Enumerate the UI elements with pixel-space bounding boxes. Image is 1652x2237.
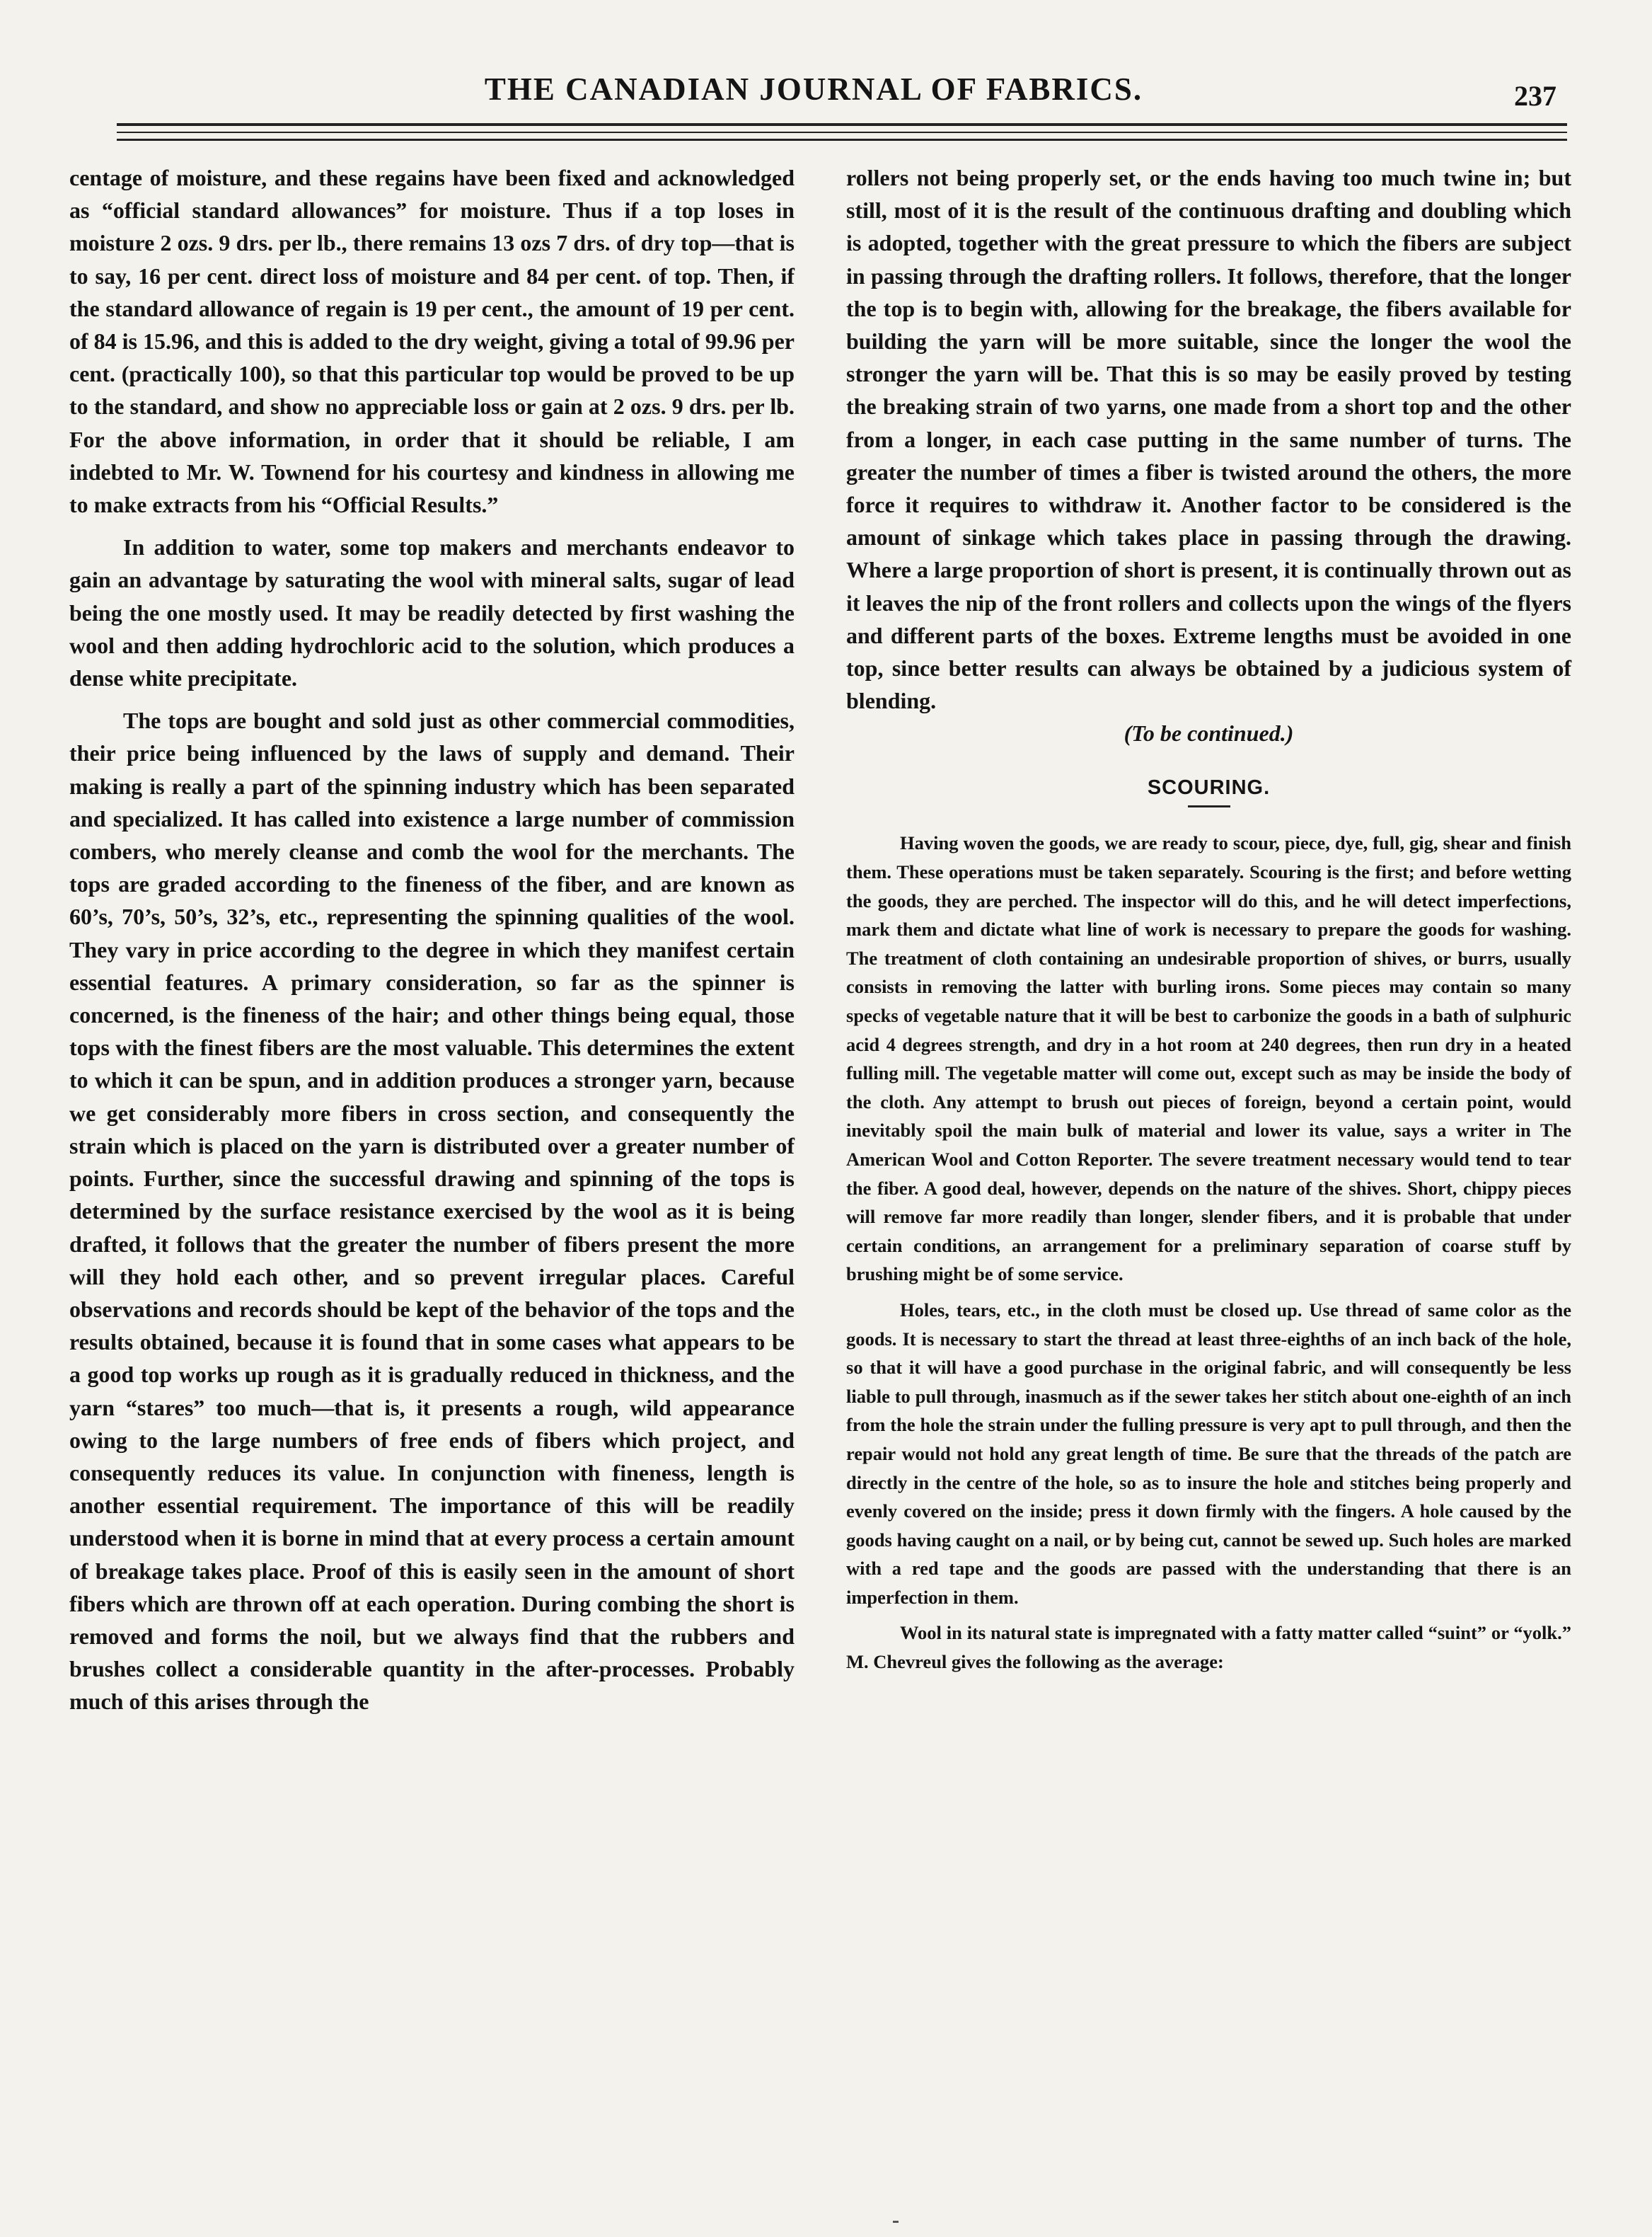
paragraph-holes-tears: Holes, tears, etc., in the cloth must be closed up. Use thread of same color as the goods. It is necessary to start the thread at least three-eighths of an inch back of the hole, so that it will have a good purchase in the original fabric, and will consequently be less liable to pull through, inasmuch as if the sewer takes her stitch about one-eighth of an inch from the hole the strain under the fulling pressure is very apt to pull through, and then the repair would not hold any great length of time. Be sure that the threads of the patch are directly in the centre of the hole, so as to insure the hole and stitches being properly and evenly covered on the inside; press it down firmly with the fingers. A hole caused by the goods having caught on a nail, or by being cut, cannot be sewed up. Such holes are marked with a red tape and the goods are passed with the understanding that there is an imperfection in them. bbox=[846, 1299, 1571, 1608]
journal-title: THE CANADIAN JOURNAL OF FABRICS. bbox=[484, 71, 1143, 107]
heading-rule bbox=[1188, 805, 1230, 807]
paragraph-rollers: rollers not being properly set, or the ends having too much twine in; but still, most of it is the result of the continuous drafting and doubling which is adopted, together with the great pressure to which the fibers are subject in passing through the drafting rollers. It follows, therefore, that the longer the top is to begin with, allowing for the breakage, the fibers available for building the yarn will be more suitable, since the longer the wool the stronger the yarn will be. That this is so may be easily proved by testing the breaking strain of two yarns, one made from a short top and the other from a longer, in each case putting in the same number of turns. The greater the number of times a fiber is twisted around the others, the more force it requires to withdraw it. Another factor to be considered is the amount of sinkage which takes place in passing through the drawing. Where a large proportion of short is present, it is continually thrown out as it leaves the nip of the front rollers and collects upon the wings of the flyers and different parts of the boxes. Extreme lengths must be avoided in one top, since better results can always be obtained by a judicious system of blending. bbox=[846, 165, 1571, 714]
header-rule bbox=[117, 132, 1567, 133]
left-column bbox=[69, 161, 795, 1718]
paragraph-suint: Wool in its natural state is impregnated with a fatty matter called “suint” or “yolk.” M. Chevreul gives the following as the average: bbox=[846, 1622, 1571, 1673]
continued-note: (To be continued.) bbox=[1124, 720, 1294, 747]
paragraph-mineral-salts: In addition to water, some top makers and merchants endeavor to gain an advantage by saturating the wool with mineral salts, sugar of lead being the one mostly used. It may be readily detected by first washing the wool and then adding hydrochloric acid to the solution, which produces a dense white precipitate. bbox=[69, 534, 795, 691]
right-column bbox=[846, 161, 1571, 1677]
header-rule bbox=[117, 123, 1567, 126]
paragraph-tops-trade: The tops are bought and sold just as other commercial commodities, their price being influenced by the laws of supply and demand. Their making is really a part of the spinning industry which has been separated and specialized. It has called into existence a large number of commission combers, who merely cleanse and comb the wool for the merchants. The tops are graded according to the fineness of the fiber, and are known as 60’s, 70’s, 50’s, 32’s, etc., representing the spinning qualities of the wool. They vary in price according to the degree in which they manifest certain essential features. A primary consideration, so far as the spinner is concerned, is the fineness of the hair; and other things being equal, those tops with the finest fibers are the most valuable. This determines the extent to which it can be spun, and in addition produces a stronger yarn, because we get considerably more fibers in cross section, and consequently the strain which is placed on the yarn is distributed over a greater number of points. Further, since the successful drawing and spinning of the tops is determined by the surface resistance exercised by the wool as it is being drafted, it follows that the greater the number of fibers present the more will they hold each other, and so prevent irregular places. Careful observations and records should be kept of the behavior of the tops and the results obtained, because it is found that in some cases what appears to be a good top works up rough as it is gradually reduced in thickness, and the yarn “stares” too much—that is, it presents a rough, wild appearance owing to the large numbers of free ends of fibers which project, and consequently reduces its value. In conjunction with fineness, length is another essential requirement. The importance of this will be readily understood when it is borne in mind that at every process a certain amount of breakage takes place. Proof of this is easily seen in the amount of short fibers which are thrown off at each operation. During combing the short is removed and forms the noil, but we always find that the rubbers and brushes collect a considerable quantity in the after-processes. Probably much of this arises through the bbox=[69, 708, 795, 1715]
header-rule bbox=[117, 139, 1567, 141]
page-mark bbox=[893, 2221, 899, 2223]
paragraph-moisture-regain: centage of moisture, and these regains have been fixed and acknowledged as “official standard allowances” for moisture. Thus if a top loses in moisture 2 ozs. 9 drs. per lb., there remains 13 ozs 7 drs. of dry top—that is to say, 16 per cent. direct loss of moisture and 84 per cent. of top. Then, if the standard allowance of regain is 19 per cent., the amount of 19 per cent. of 84 is 15.96, and this is added to the dry weight, giving a total of 99.96 per cent. (practically 100), so that this particular top would be proved to be up to the standard, and show no appreciable loss or gain at 2 ozs. 9 drs. per lb. For the above information, in order that it should be reliable, I am indebted to Mr. W. Townend for his courtesy and kindness in allowing me to make extracts from his “Official Results.” bbox=[69, 165, 795, 518]
section-heading-scouring: SCOURING. bbox=[1147, 776, 1271, 800]
page-number: 237 bbox=[1514, 80, 1556, 112]
paragraph-scouring: Having woven the goods, we are ready to scour, piece, dye, full, gig, shear and finish them. These operations must be taken separately. Scouring is the first; and before wetting the goods, they are perched. The inspector will do this, and he will detect imperfections, mark them and dictate what line of work is necessary to prepare the goods for washing. The treatment of cloth containing an undesirable proportion of shives, or burrs, usually consists in removing the latter with burling irons. Some pieces may contain so many specks of vegetable nature that it will be best to carbonize the goods in a bath of sulphuric acid 4 degrees strength, and dry in a hot room at 240 degrees, then run dry in a heated fulling mill. The vegetable matter will come out, except such as may be inside the body of the cloth. Any attempt to brush out pieces of foreign, beyond a certain point, would inevitably spoil the main bulk of material and lower its value, says a writer in The American Wool and Cotton Reporter. The severe treatment necessary would tend to tear the fiber. A good deal, however, depends on the nature of the shives. Short, chippy pieces will remove far more readily than longer, slender fibers, and it is probable that under certain conditions, an arrangement for a preliminary separation of coarse stuff by brushing might be of some service. bbox=[846, 832, 1571, 1285]
